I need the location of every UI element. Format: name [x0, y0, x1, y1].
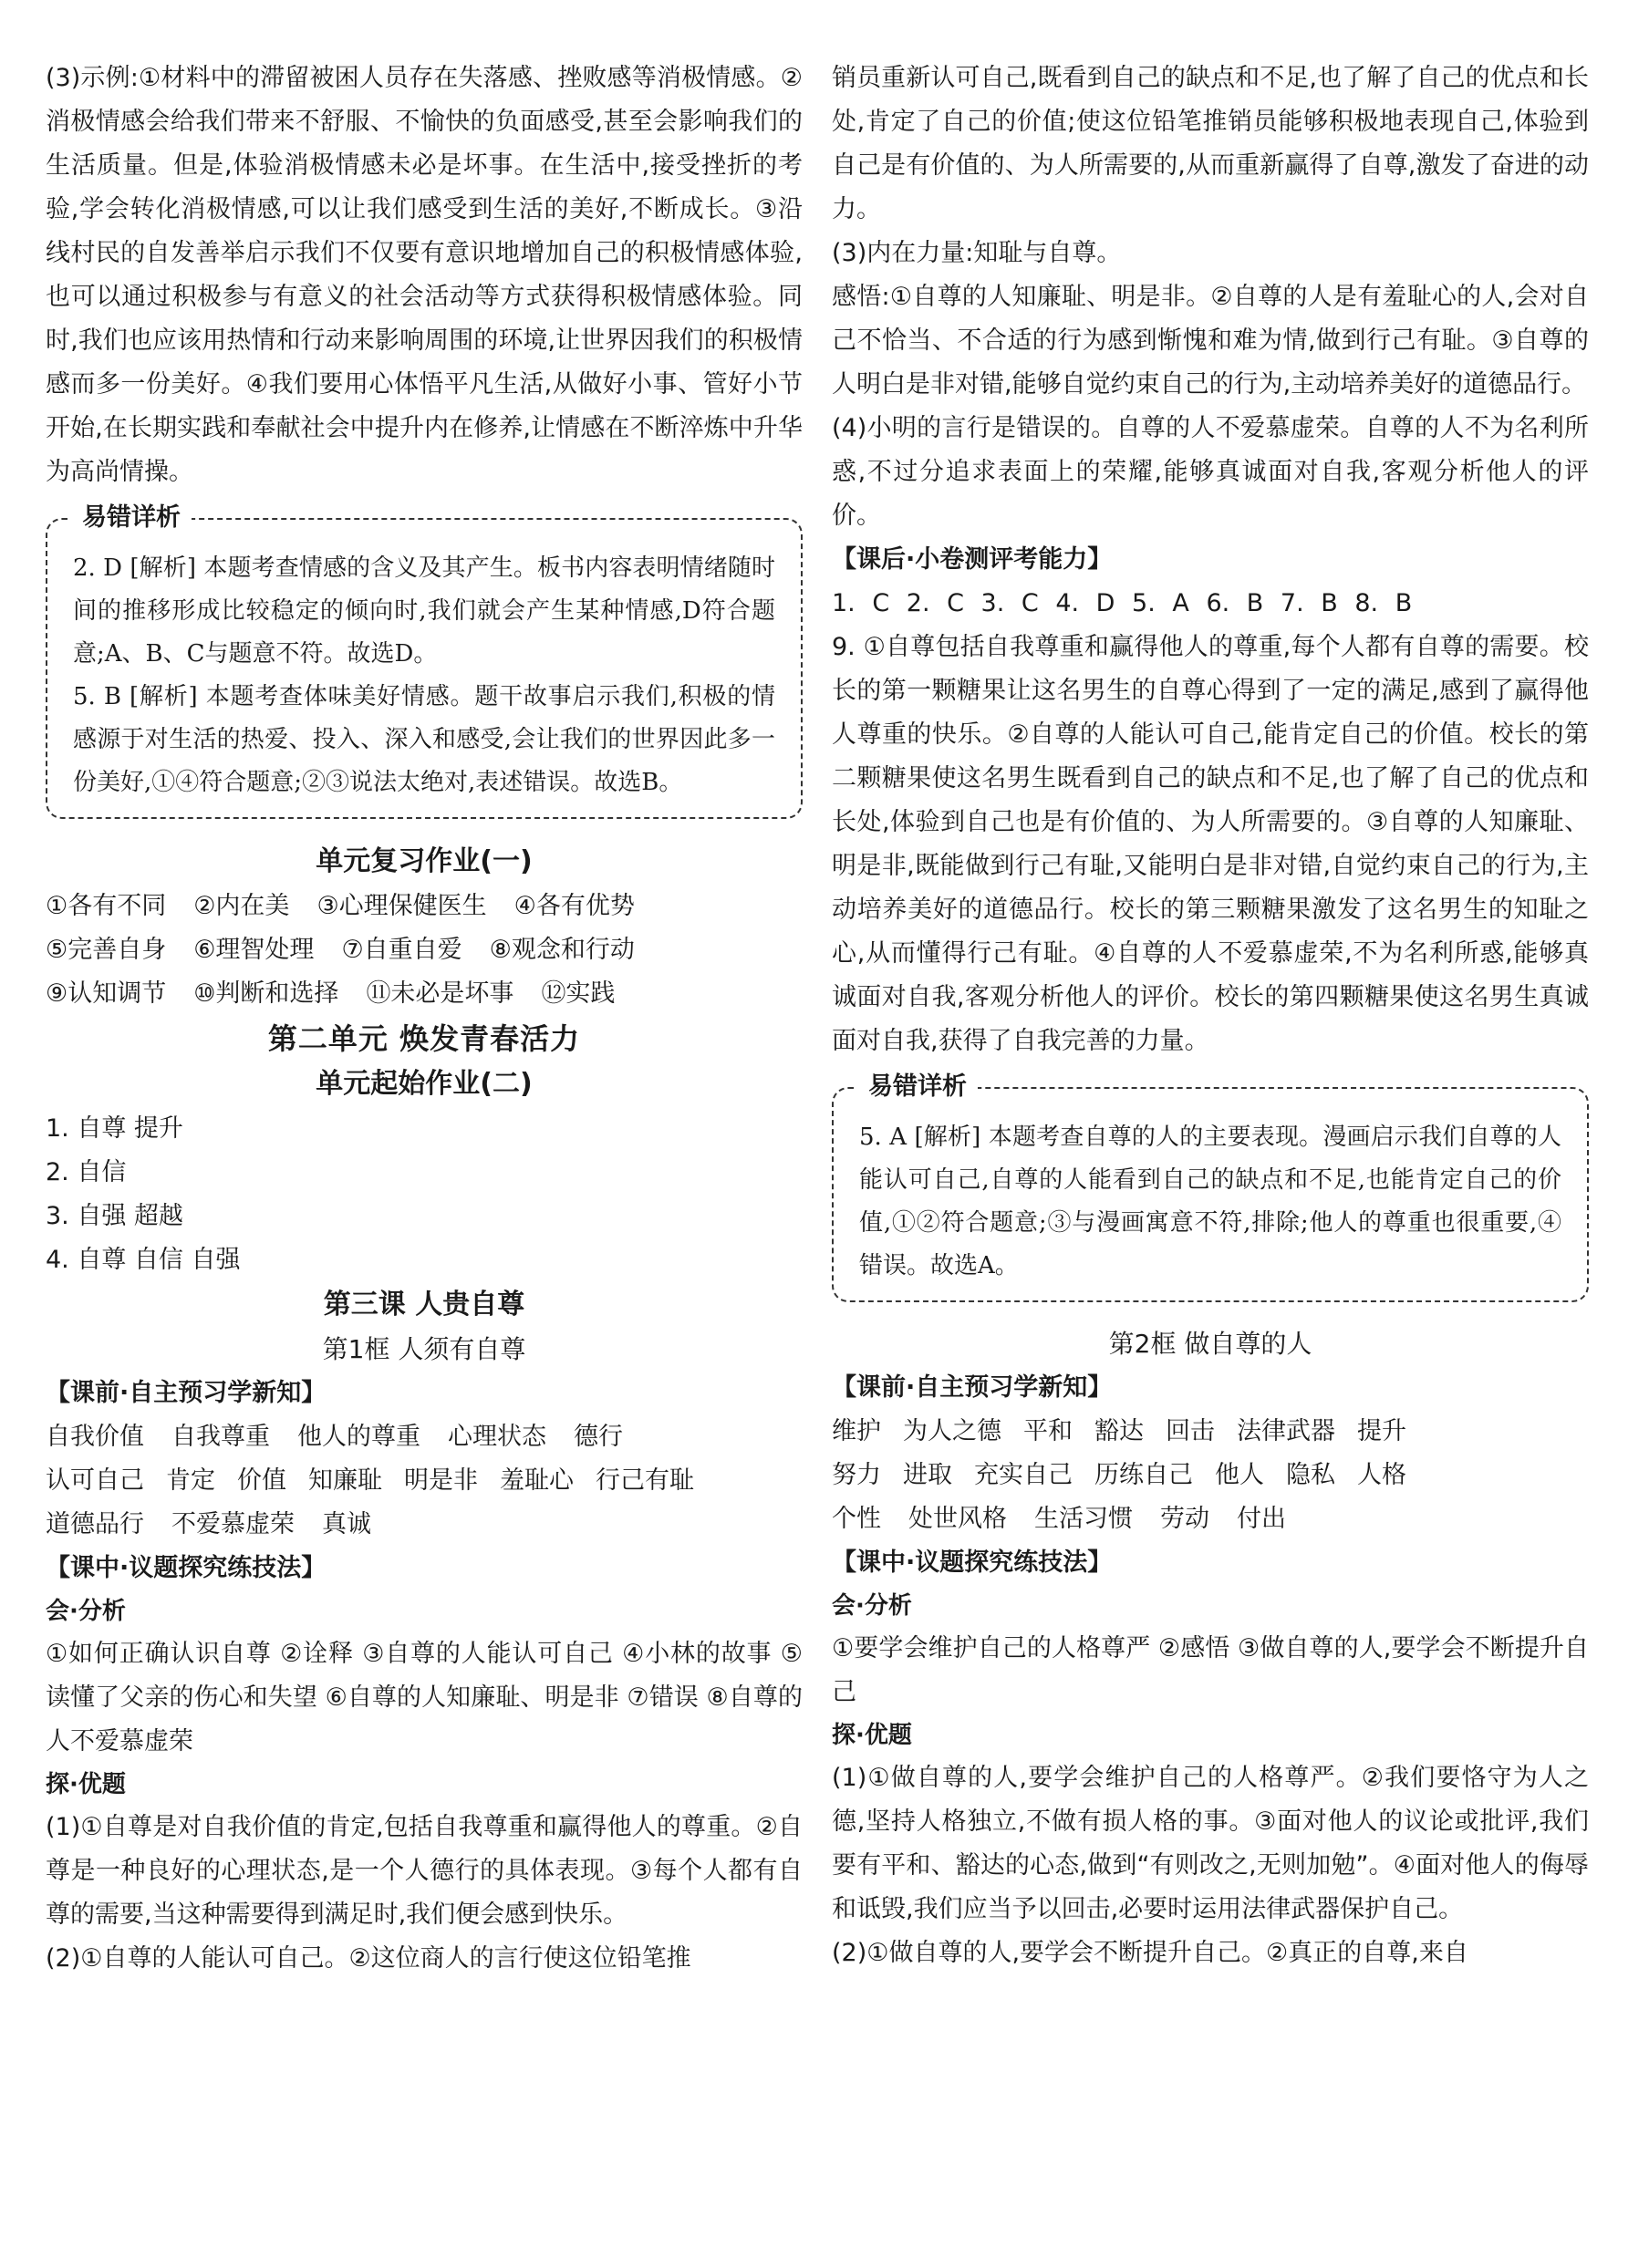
preview-item: 羞耻心 — [500, 1466, 574, 1495]
error-analysis-tag: 易错详析 — [857, 1071, 978, 1103]
preview-item: 肯定 — [166, 1466, 215, 1495]
preview-item: 历练自己 — [1094, 1461, 1193, 1489]
preview-item: 法律武器 — [1237, 1417, 1335, 1445]
analysis-text: ①要学会维护自己的人格尊严 ②感悟 ③做自尊的人,要学会不断提升自己 — [832, 1634, 1589, 1706]
answer-paragraph: 感悟:①自尊的人知廉耻、明是非。②自尊的人是有羞耻心的人,会对自己不恰当、不合适的行为感到惭愧和难为情,做到行己有耻。③自尊的人明白是非对错,能够自觉约束自己的行为,主动培养美好的道德品行。 — [832, 283, 1589, 399]
preview-item: 平和 — [1023, 1417, 1073, 1445]
review-item: ⑥理智处理 — [193, 936, 315, 964]
error-analysis-tag: 易错详析 — [71, 502, 192, 534]
answer-paragraph: 9. ①自尊包括自我尊重和赢得他人的尊重,每个人都有自尊的需要。校长的第一颗糖果让这名男生的自尊心得到了一定的满足,感到了赢得他人尊重的快乐。②自尊的人能认可自己,能肯定自己的价值。校长的第二颗糖果使这名男生既看到自己的缺点和不足,也了解了自己的优点和长处,体验到自己也是有价值的、为人所需要的。③自尊的人知廉耻、明是非,既能做到行己有耻,又能明白是非对错,自觉约束自己的行为,主动培养美好的道德品行。校长的第三颗糖果激发了这名男生的知耻之心,从而懂得行己有耻。④自尊的人不爱慕虚荣,不为名利所惑,能够真诚面对自我,客观分析他人的评价。校长的第四颗糖果使这名男生真诚面对自我,获得了自我完善的力量。 — [832, 633, 1589, 1055]
preview-item: 认可自己 — [46, 1466, 144, 1495]
review-title: 单元复习作业(一) — [316, 845, 533, 877]
preview-row — [46, 1415, 803, 1459]
review-row — [46, 885, 803, 928]
error-analysis-box — [832, 1072, 1589, 1302]
error-analysis-item: 5. B [解析] 本题考查体味美好情感。题干故事启示我们,积极的情感源于对生活的热爱、投入、深入和感受,会让我们的世界因此多一份美好,①④符合题意;②③说法太绝对,表述错误。故选B。 — [73, 683, 775, 796]
preview-row — [832, 1410, 1589, 1454]
preview-item: 充实自己 — [974, 1461, 1073, 1489]
review-item: ②内在美 — [193, 892, 290, 920]
preview-item: 为人之德 — [903, 1417, 1001, 1445]
preview-item: 自我尊重 — [171, 1423, 270, 1451]
answer-paragraph: (1)①自尊是对自我价值的肯定,包括自我尊重和赢得他人的尊重。②自尊是一种良好的心理状态,是一个人德行的具体表现。③每个人都有自尊的需要,当这种需要得到满足时,我们便会感到快乐。 — [46, 1813, 803, 1929]
lesson-title: 第三课 人贵自尊 — [323, 1289, 525, 1320]
preview-row — [46, 1459, 803, 1503]
review-item: ③心理保健医生 — [316, 892, 487, 920]
preview-item: 价值 — [237, 1466, 286, 1495]
preview-item: 处世风格 — [908, 1505, 1007, 1533]
error-analysis-item: 5. A [解析] 本题考查自尊的人的主要表现。漫画启示我们自尊的人能认可自己,自尊的人能看到自己的缺点和不足,也能肯定自己的价值,①②符合题意;③与漫画寓意不符,排除;他人的尊重也很重要,④错误。故选A。 — [859, 1124, 1561, 1279]
error-analysis-box — [46, 503, 803, 819]
section-heading: 【课后·小卷测评考能力】 — [832, 545, 1113, 574]
review-item: ⑦自重自爱 — [341, 936, 462, 964]
answer-paragraph: (3)示例:①材料中的滞留被困人员存在失落感、挫败感等消极情感。②消极情感会给我们带来不舒服、不愉快的负面感受,甚至会影响我们的生活质量。但是,体验消极情感未必是坏事。在生活中,接受挫折的考验,学会转化消极情感,可以让我们感受到生活的美好,不断成长。③沿线村民的自发善举启示我们不仅要有意识地增加自己的积极情感体验,也可以通过积极参与有意义的社会活动等方式获得积极情感体验。同时,我们也应该用热情和行动来影响周围的环境,让世界因我们的积极情感而多一份美好。④我们要用心体悟平凡生活,从做好小事、管好小节开始,在长期实践和奉献社会中提升内在修养,让情感在不断淬炼中升华为高尚情操。 — [46, 64, 803, 486]
preview-item: 他人的尊重 — [297, 1423, 420, 1451]
preview-item: 他人 — [1215, 1461, 1264, 1489]
sub-heading: 探·优题 — [46, 1771, 126, 1798]
preview-item: 进取 — [903, 1461, 952, 1489]
unit-title: 第二单元 焕发青春活力 — [267, 1021, 581, 1056]
preview-item: 提升 — [1357, 1417, 1406, 1445]
review-row — [46, 972, 803, 1016]
review-item: ⑪未必是坏事 — [366, 979, 514, 1008]
answer-paragraph: 销员重新认可自己,既看到自己的缺点和不足,也了解了自己的优点和长处,肯定了自己的价值;使这位铅笔推销员能够积极地表现自己,体验到自己是有价值的、为人所需要的,从而重新赢得了自尊,激发了奋进的动力。 — [832, 64, 1589, 223]
review-row — [46, 928, 803, 972]
preview-item: 明是非 — [404, 1466, 478, 1495]
sub-heading: 会·分析 — [832, 1592, 912, 1620]
review-item: ⑧观念和行动 — [489, 936, 635, 964]
choice-answers: 1. C 2. C 3. C 4. D 5. A 6. B 7. B 8. B — [832, 589, 1413, 617]
frame-title: 第1框 人须有自尊 — [322, 1334, 526, 1364]
section-heading: 【课前·自主预习学新知】 — [832, 1373, 1113, 1402]
preview-row — [832, 1497, 1589, 1541]
analysis-text: ①如何正确认识自尊 ②诠释 ③自尊的人能认可自己 ④小林的故事 ⑤读懂了父亲的伤心和失望 ⑥自尊的人知廉耻、明是非 ⑦错误 ⑧自尊的人不爱慕虚荣 — [46, 1640, 803, 1755]
right-column — [832, 57, 1589, 1975]
preview-item: 隐私 — [1286, 1461, 1335, 1489]
preview-item: 心理状态 — [448, 1423, 546, 1451]
preview-item: 不爱慕虚荣 — [171, 1510, 295, 1538]
sub-heading: 会·分析 — [46, 1598, 126, 1625]
start-item: 2. 自信 — [46, 1158, 127, 1186]
preview-item: 行己有耻 — [596, 1466, 694, 1495]
preview-item: 付出 — [1237, 1505, 1286, 1533]
preview-item: 真诚 — [322, 1510, 371, 1538]
review-item: ⑩判断和选择 — [193, 979, 339, 1008]
preview-item: 回击 — [1166, 1417, 1215, 1445]
error-analysis-item: 2. D [解析] 本题考查情感的含义及其产生。板书内容表明情绪随时间的推移形成比较稳定的倾向时,我们就会产生某种情感,D符合题意;A、B、C与题意不符。故选D。 — [73, 554, 775, 668]
preview-row — [46, 1503, 803, 1547]
preview-item: 维护 — [832, 1417, 881, 1445]
answer-paragraph: (3)内在力量:知耻与自尊。 — [832, 239, 1122, 267]
review-item: ④各有优势 — [513, 892, 635, 920]
review-item: ⑨认知调节 — [46, 979, 167, 1008]
section-heading: 【课中·议题探究练技法】 — [832, 1548, 1113, 1577]
preview-item: 生活习惯 — [1034, 1505, 1133, 1533]
review-item: ①各有不同 — [46, 892, 167, 920]
preview-item: 道德品行 — [46, 1510, 144, 1538]
answer-paragraph: (1)①做自尊的人,要学会维护自己的人格尊严。②我们要恪守为人之德,坚持人格独立,不做有损人格的事。③面对他人的议论或批评,我们要有平和、豁达的心态,做到“有则改之,无则加勉”。④面对他人的侮辱和诋毁,我们应当予以回击,必要时运用法律武器保护自己。 — [832, 1764, 1589, 1923]
section-heading: 【课中·议题探究练技法】 — [46, 1554, 327, 1582]
answer-paragraph: (4)小明的言行是错误的。自尊的人不爱慕虚荣。自尊的人不为名利所惑,不过分追求表面上的荣耀,能够真诚面对自我,客观分析他人的评价。 — [832, 414, 1589, 530]
start-item: 4. 自尊 自信 自强 — [46, 1246, 241, 1274]
sub-heading: 探·优题 — [832, 1722, 912, 1749]
preview-item: 个性 — [832, 1505, 881, 1533]
preview-item: 人格 — [1357, 1461, 1406, 1489]
review-item: ⑤完善自身 — [46, 936, 167, 964]
left-column — [46, 57, 803, 1981]
start-item: 3. 自强 超越 — [46, 1202, 183, 1230]
preview-item: 努力 — [832, 1461, 881, 1489]
preview-row — [832, 1454, 1589, 1497]
preview-item: 知廉耻 — [308, 1466, 382, 1495]
review-item: ⑫实践 — [541, 979, 616, 1008]
answer-paragraph: (2)①做自尊的人,要学会不断提升自己。②真正的自尊,来自 — [832, 1939, 1468, 1967]
preview-item: 豁达 — [1094, 1417, 1144, 1445]
preview-item: 自我价值 — [46, 1423, 144, 1451]
frame-title: 第2框 做自尊的人 — [1108, 1329, 1312, 1359]
start-title: 单元起始作业(二) — [316, 1068, 533, 1100]
preview-item: 德行 — [574, 1423, 623, 1451]
section-heading: 【课前·自主预习学新知】 — [46, 1379, 327, 1407]
answer-paragraph: (2)①自尊的人能认可自己。②这位商人的言行使这位铅笔推 — [46, 1944, 691, 1973]
preview-item: 劳动 — [1160, 1505, 1209, 1533]
start-item: 1. 自尊 提升 — [46, 1114, 183, 1143]
